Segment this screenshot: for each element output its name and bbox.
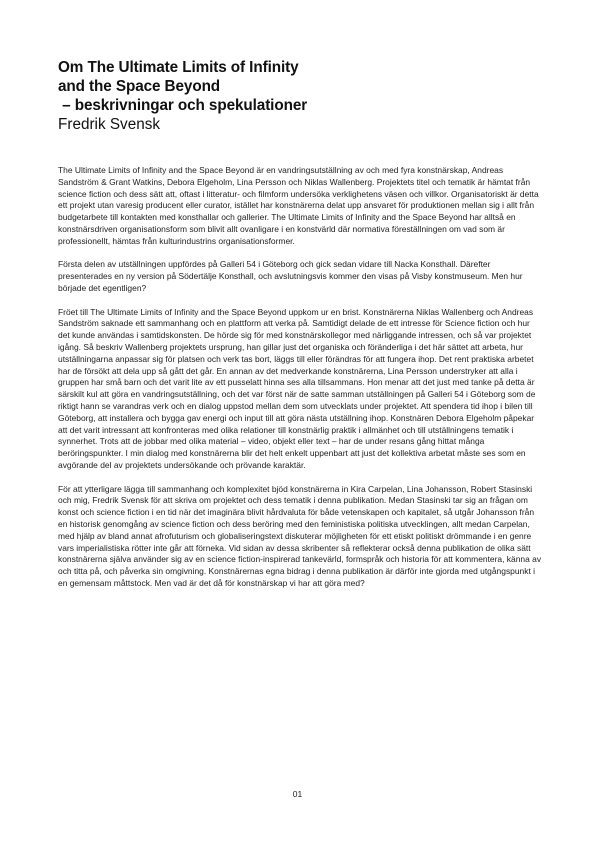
article [58,58,543,601]
title-line-1: Om The Ultimate Limits of Infinity [58,59,299,76]
body-paragraph-3: Fröet till The Ultimate Limits of Infinity and the Space Beyond uppkom ur en brist. Konstnärerna Niklas Wallenberg och Andreas Sandström saknade ett sammanhang och en plattform att verka på. Samtidigt delade de ett intresse för Science fiction och hur det kunde användas i samtidskonsten. De hörde sig för med konstnärskollegor med närliggande intressen, och så var projektet igång. Så beskriv Wallenberg projektets ursprung, han gillar just det organiska och föränderliga i det här sättet att arbeta, hur utställningarna anpassar sig för platsen och verk tas bort, läggs till eller förändras för att fungera ihop. Det rent praktiska arbetet har de försökt att dela upp så gått det går. En annan av det medverkande konstnärerna, Lina Persson understryker att alla i gruppen har små barn och det varit lite av ett pusselatt hinna ses alla tillsammans. Hon menar att det just med tanke på detta är särskilt kul att göra en vandringsutställning, och det var först när de satte samman utställningen på Galleri 54 i Göteborg som de riktigt hann se varandras verk och en dialog uppstod mellan dem som utvecklats under projektet. Att spendera tid ihop i bilen till Göteborg, att installera och bygga gav energi och input till att göra nästa utställning ihop. Konstnären Debora Elgeholm påpekar att det varit intressant att konfronteras med olika relationer till konstnärlig praktik i allmänhet och till utställningens tematik i synnerhet. Trots att de jobbar med olika material – video, objekt eller text – har de under resans gång hittat många beröringspunkter. I min dialog med konstnärerna blir det helt enkelt uppenbart att just det kollektiva arbetat måste ses som en avgörande del av projektets undersökande och prövande karaktär. [58,306,536,470]
article-body [58,165,543,590]
article-title [58,58,543,115]
body-paragraph-1: The Ultimate Limits of Infinity and the Space Beyond är en vandringsutställning av och med fyra konstnärskap, Andreas Sandström & Grant Watkins, Debora Elgeholm, Lina Persson och Niklas Wallenberg. Projektets titel och tematik är hämtat från science fiction och dess sätt att, oftast i litteratur- och filmform undersöka verklighetens väsen och villkor. Organisatoriskt är detta ett projekt utan varesig producent eller curator, istället har konstnärerna delat upp ansvaret för produktionen mellan sig i allt från budgetarbete till kontakten med konsthallar och gallerier. The Ultimate Limits of Infinity and the Space Beyond har alltså en konstnärsdriven organisationsform som blivit allt ovanligare i en konstvärld där normativa föreställningen om vad som är professionellt, hämtas från kulturindustrins organisationsformer. [58,165,539,246]
body-paragraph-4: För att ytterligare lägga till sammanhang och komplexitet bjöd konstnärerna in Kira Carpelan, Lina Johansson, Robert Stasinski och mig, Fredrik Svensk för att skriva om projektet och dess tematik i denna publikation. Medan Stasinski tar sig an frågan om konst och science fiction i en tid när det imaginära blivit hårdvaluta för både vetenskapen och kapitalet, så utgår Johansson från en historisk genomgång av science fiction och dess beröring med den feministiska politiska utvecklingen, allt medan Carpelan, med hjälp av bland annat afrofuturism och globaliseringstext diskuterar möjligheten för ett etiskt politiskt drömmande i en genre vars imperialistiska rötter inte går att förneka. Vid sidan av dessa skribenter så reflekterar också denna publikation de olika sätt konstnärerna själva använder sig av en science fiction-inspirerad tankevärld, formspråk och historia för att kommentera, känna av och titta på, och påverka sin omgivning. Konstnärernas egna bidrag i denna publikation är därför inte gjorda med utgångspunkt i en gemensam måttstock. Men vad är det då för konstnärskap vi har att göra med? [58,483,542,588]
title-line-2: and the Space Beyond [58,78,221,95]
title-line-3: – beskrivningar och spekulationer [58,97,308,114]
page-number: 01 [292,789,303,799]
article-author: Fredrik Svensk [58,116,161,133]
body-paragraph-2: Första delen av utställningen uppfördes på Galleri 54 i Göteborg och gick sedan vidare till Nacka Konsthall. Därefter presenterades en ny version på Södertälje Konsthall, och avslutningsvis kommer den visas på Visby konstmuseum. Men hur började det egentligen? [58,259,523,293]
